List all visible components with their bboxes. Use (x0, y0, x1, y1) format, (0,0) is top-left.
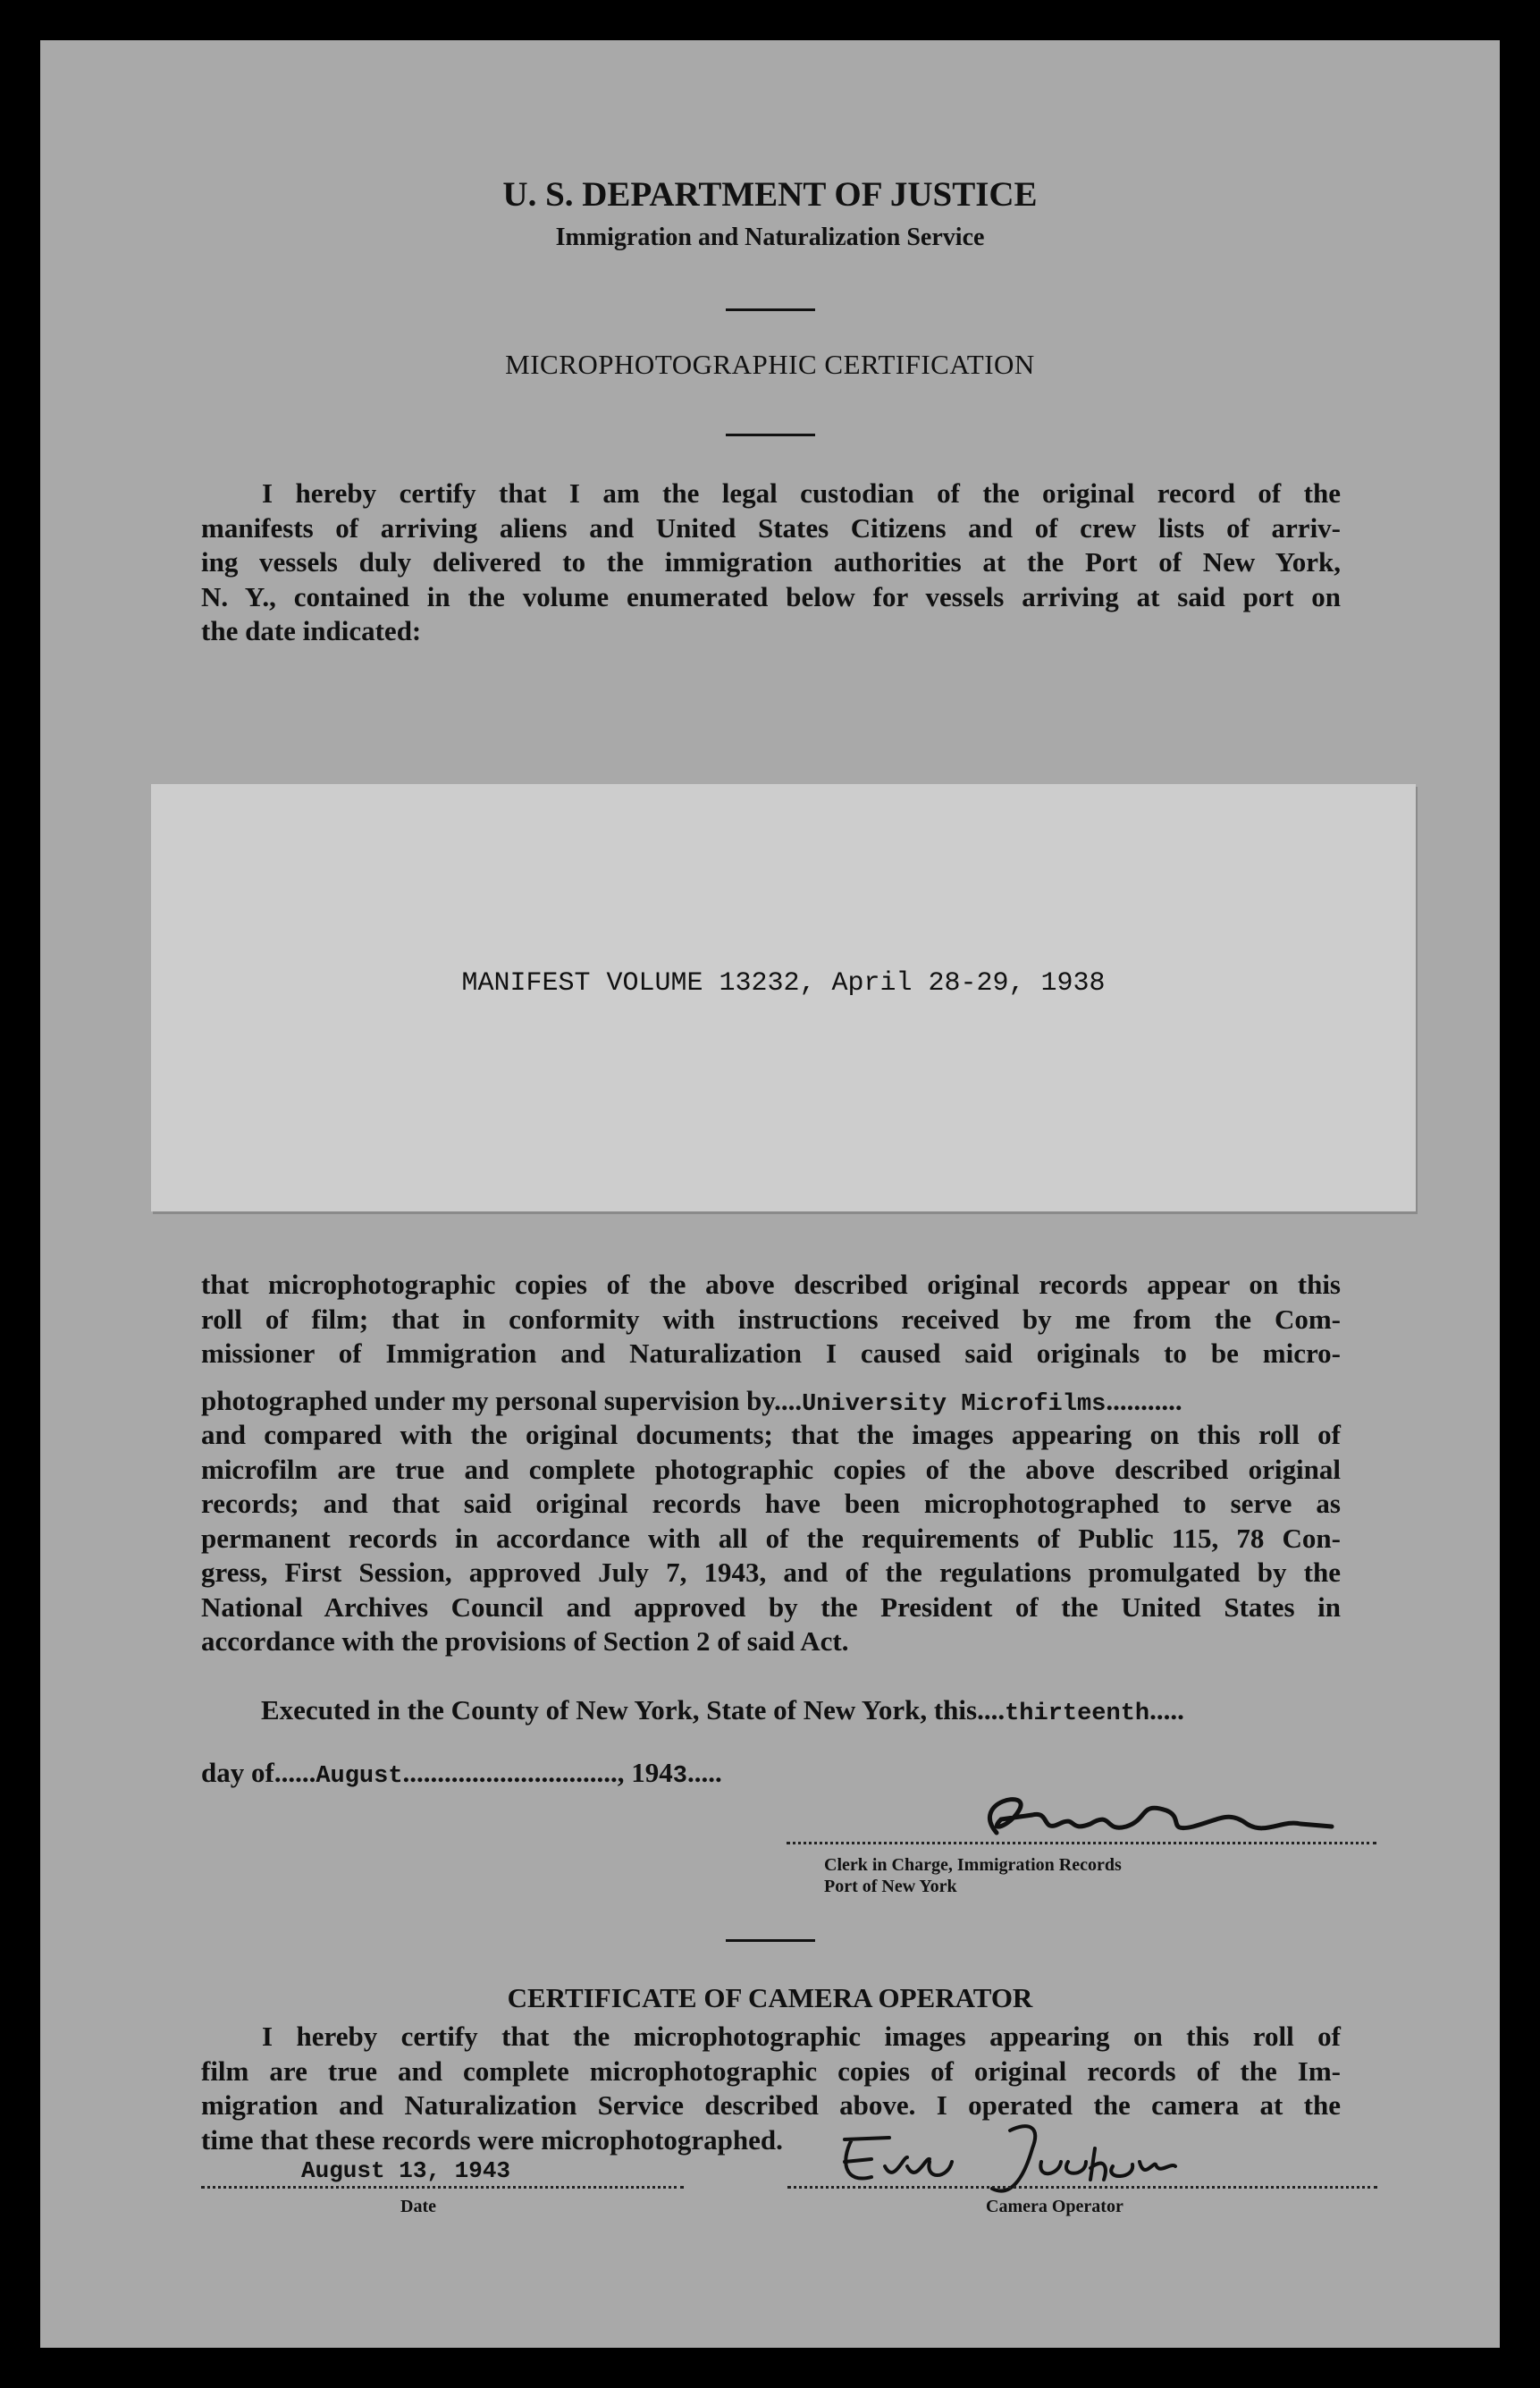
year-suffix: ..... (687, 1757, 722, 1788)
supervision-by-value: University Microfilms (802, 1390, 1107, 1418)
intro-line: ing vessels duly delivered to the immigration authorities at the Port of New York, (201, 546, 1341, 578)
supervision-prefix: photographed under my personal supervision by.... (201, 1384, 803, 1416)
body-line: records; and that said original records have been microphotographed to serve as (201, 1488, 1341, 1519)
operator-line (787, 2186, 1377, 2189)
camera-line: time that these records were microphotographed. (201, 2123, 783, 2156)
date-line (201, 2186, 684, 2189)
execution-year-digit: 3 (672, 1763, 687, 1790)
clerk-title-line1: Clerk in Charge, Immigration Records (824, 1855, 1122, 1875)
body-line: permanent records in accordance with all of the requirements of Public 115, 78 Con- (201, 1522, 1341, 1554)
clerk-signature (934, 1784, 1345, 1846)
execution-prefix: Executed in the County of New York, State of New York, this.... (261, 1694, 1006, 1726)
camera-certificate-title: CERTIFICATE OF CAMERA OPERATOR (507, 1982, 1033, 2013)
execution-month-line (201, 1757, 722, 1790)
month-suffix: ..............................., 194 (402, 1757, 673, 1788)
body-line: gress, First Session, approved July 7, 1943, and of the regulations promulgated by the (201, 1557, 1341, 1588)
month-prefix: day of...... (201, 1757, 316, 1788)
intro-line: N. Y., contained in the volume enumerated below for vessels arriving at said port on (201, 580, 1341, 612)
body-line: missioner of Immigration and Naturalization I caused said originals to be micro- (201, 1337, 1341, 1369)
execution-month: August (316, 1763, 403, 1790)
intro-line: the date indicated: (201, 615, 422, 646)
operator-signature (818, 2113, 1211, 2202)
divider (726, 434, 815, 436)
camera-date-value: August 13, 1943 (301, 2157, 511, 2184)
body-line: accordance with the provisions of Section 2 of said Act. (201, 1625, 849, 1657)
body-line: microfilm are true and complete photographic copies of the above described original (201, 1453, 1341, 1485)
execution-day-suffix: ..... (1149, 1694, 1184, 1726)
body-line: National Archives Council and approved by the President of the United States in (201, 1591, 1341, 1623)
intro-paragraph (201, 477, 1341, 649)
camera-line: migration and Naturalization Service described above. I operated the camera at the (201, 2089, 1341, 2121)
certificate-sheet (40, 40, 1500, 2348)
camera-line: I hereby certify that the microphotographic images appearing on this roll of (262, 2021, 1341, 2052)
record-description: MANIFEST VOLUME 13232, April 28-29, 1938 (461, 968, 1106, 999)
body-paragraph (201, 1268, 1341, 1659)
body-line: roll of film; that in conformity with instructions received by me from the Com- (201, 1303, 1341, 1335)
divider (726, 308, 815, 311)
camera-line: film are true and complete microphotographic copies of original records of the Im- (201, 2055, 1341, 2087)
operator-label: Camera Operator (986, 2197, 1123, 2216)
record-slip (151, 784, 1416, 1211)
intro-line: I hereby certify that I am the legal custodian of the original record of the (262, 477, 1341, 509)
intro-line: manifests of arriving aliens and United States Citizens and of crew lists of arriv- (201, 511, 1341, 544)
divider (726, 1939, 815, 1942)
body-line: and compared with the original documents; that the images appearing on this roll of (201, 1419, 1341, 1450)
body-line: that microphotographic copies of the above described original records appear on this (201, 1269, 1341, 1300)
execution-line (261, 1694, 1184, 1727)
execution-day: thirteenth (1005, 1700, 1150, 1727)
supervision-suffix: ........... (1106, 1384, 1182, 1416)
certification-title: MICROPHOTOGRAPHIC CERTIFICATION (505, 349, 1035, 380)
clerk-signature-line (787, 1842, 1376, 1844)
date-label: Date (400, 2197, 436, 2216)
supervision-line (201, 1384, 1341, 1419)
service-subheading: Immigration and Naturalization Service (555, 224, 985, 251)
clerk-title-line2: Port of New York (824, 1877, 957, 1896)
department-heading: U. S. DEPARTMENT OF JUSTICE (502, 175, 1038, 214)
